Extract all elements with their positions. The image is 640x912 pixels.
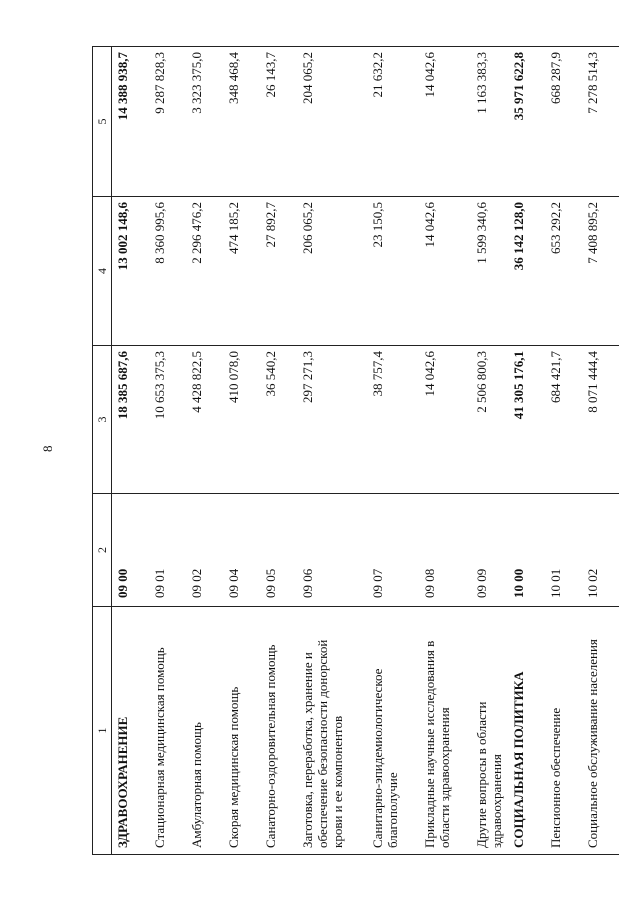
row-name: Социальное обслуживание населения xyxy=(582,607,619,855)
table-row xyxy=(508,47,545,855)
row-value-5: 668 287,9 xyxy=(545,47,582,197)
row-value-3: 297 271,3 xyxy=(297,346,367,494)
header-cell-4: 4 xyxy=(93,197,112,346)
table-row xyxy=(297,47,367,855)
header-row xyxy=(93,47,112,855)
row-value-4: 36 142 128,0 xyxy=(508,197,545,346)
header-cell-3: 3 xyxy=(93,346,112,494)
row-value-4: 7 408 895,2 xyxy=(582,197,619,346)
row-code: 10 00 xyxy=(508,494,545,607)
row-code: 09 02 xyxy=(186,494,223,607)
table-row xyxy=(186,47,223,855)
row-code: 09 05 xyxy=(260,494,297,607)
row-value-4: 23 150,5 xyxy=(367,197,419,346)
budget-table xyxy=(92,46,619,855)
header-cell-1: 1 xyxy=(93,607,112,855)
row-name: Пенсионное обеспечение xyxy=(545,607,582,855)
row-name: СОЦИАЛЬНАЯ ПОЛИТИКА xyxy=(508,607,545,855)
row-value-5: 21 632,2 xyxy=(367,47,419,197)
row-value-3: 18 385 687,6 xyxy=(112,346,149,494)
row-code: 09 08 xyxy=(419,494,471,607)
budget-table-container xyxy=(92,47,612,855)
row-name: Скорая медицинская помощь xyxy=(223,607,260,855)
row-value-3: 2 506 800,3 xyxy=(471,346,508,494)
row-value-3: 8 071 444,4 xyxy=(582,346,619,494)
row-name: Амбулаторная помощь xyxy=(186,607,223,855)
row-value-4: 14 042,6 xyxy=(419,197,471,346)
page-number: 8 xyxy=(40,445,55,452)
table-row xyxy=(471,47,508,855)
row-code: 09 04 xyxy=(223,494,260,607)
row-value-4: 13 002 148,6 xyxy=(112,197,149,346)
table-row xyxy=(545,47,582,855)
row-value-3: 36 540,2 xyxy=(260,346,297,494)
row-name: Санаторно-оздоровительная помощь xyxy=(260,607,297,855)
row-value-3: 14 042,6 xyxy=(419,346,471,494)
row-value-4: 474 185,2 xyxy=(223,197,260,346)
row-value-4: 653 292,2 xyxy=(545,197,582,346)
row-value-5: 26 143,7 xyxy=(260,47,297,197)
row-code: 09 01 xyxy=(149,494,186,607)
row-value-3: 4 428 822,5 xyxy=(186,346,223,494)
row-value-5: 3 323 375,0 xyxy=(186,47,223,197)
row-code: 09 00 xyxy=(112,494,149,607)
row-value-5: 204 065,2 xyxy=(297,47,367,197)
row-value-5: 7 278 514,3 xyxy=(582,47,619,197)
row-name: Стационарная медицинская помощь xyxy=(149,607,186,855)
row-value-5: 9 287 828,3 xyxy=(149,47,186,197)
row-value-3: 10 653 375,3 xyxy=(149,346,186,494)
row-value-3: 684 421,7 xyxy=(545,346,582,494)
row-value-3: 38 757,4 xyxy=(367,346,419,494)
row-value-5: 35 971 622,8 xyxy=(508,47,545,197)
row-code: 09 06 xyxy=(297,494,367,607)
row-name: Прикладные научные исследования в области здравоохранения xyxy=(419,607,471,855)
row-value-4: 8 360 995,6 xyxy=(149,197,186,346)
row-value-4: 206 065,2 xyxy=(297,197,367,346)
row-name: ЗДРАВООХРАНЕНИЕ xyxy=(112,607,149,855)
row-code: 10 02 xyxy=(582,494,619,607)
row-value-5: 14 388 938,7 xyxy=(112,47,149,197)
row-value-5: 1 163 383,3 xyxy=(471,47,508,197)
row-value-4: 2 296 476,2 xyxy=(186,197,223,346)
row-value-5: 14 042,6 xyxy=(419,47,471,197)
table-row xyxy=(112,47,149,855)
row-code: 10 01 xyxy=(545,494,582,607)
table-row xyxy=(367,47,419,855)
row-value-4: 1 599 340,6 xyxy=(471,197,508,346)
row-code: 09 07 xyxy=(367,494,419,607)
row-value-3: 41 305 176,1 xyxy=(508,346,545,494)
row-value-4: 27 892,7 xyxy=(260,197,297,346)
table-row xyxy=(260,47,297,855)
row-name: Заготовка, переработка, хранение и обеспечение безопасности донорской крови и ее компонентов xyxy=(297,607,367,855)
table-row xyxy=(419,47,471,855)
row-name: Санитарно-эпидемиологическое благополучие xyxy=(367,607,419,855)
row-value-3: 410 078,0 xyxy=(223,346,260,494)
header-cell-2: 2 xyxy=(93,494,112,607)
row-value-5: 348 468,4 xyxy=(223,47,260,197)
table-row xyxy=(582,47,619,855)
row-name: Другие вопросы в области здравоохранения xyxy=(471,607,508,855)
table-row xyxy=(149,47,186,855)
header-cell-5: 5 xyxy=(93,47,112,197)
row-code: 09 09 xyxy=(471,494,508,607)
table-row xyxy=(223,47,260,855)
